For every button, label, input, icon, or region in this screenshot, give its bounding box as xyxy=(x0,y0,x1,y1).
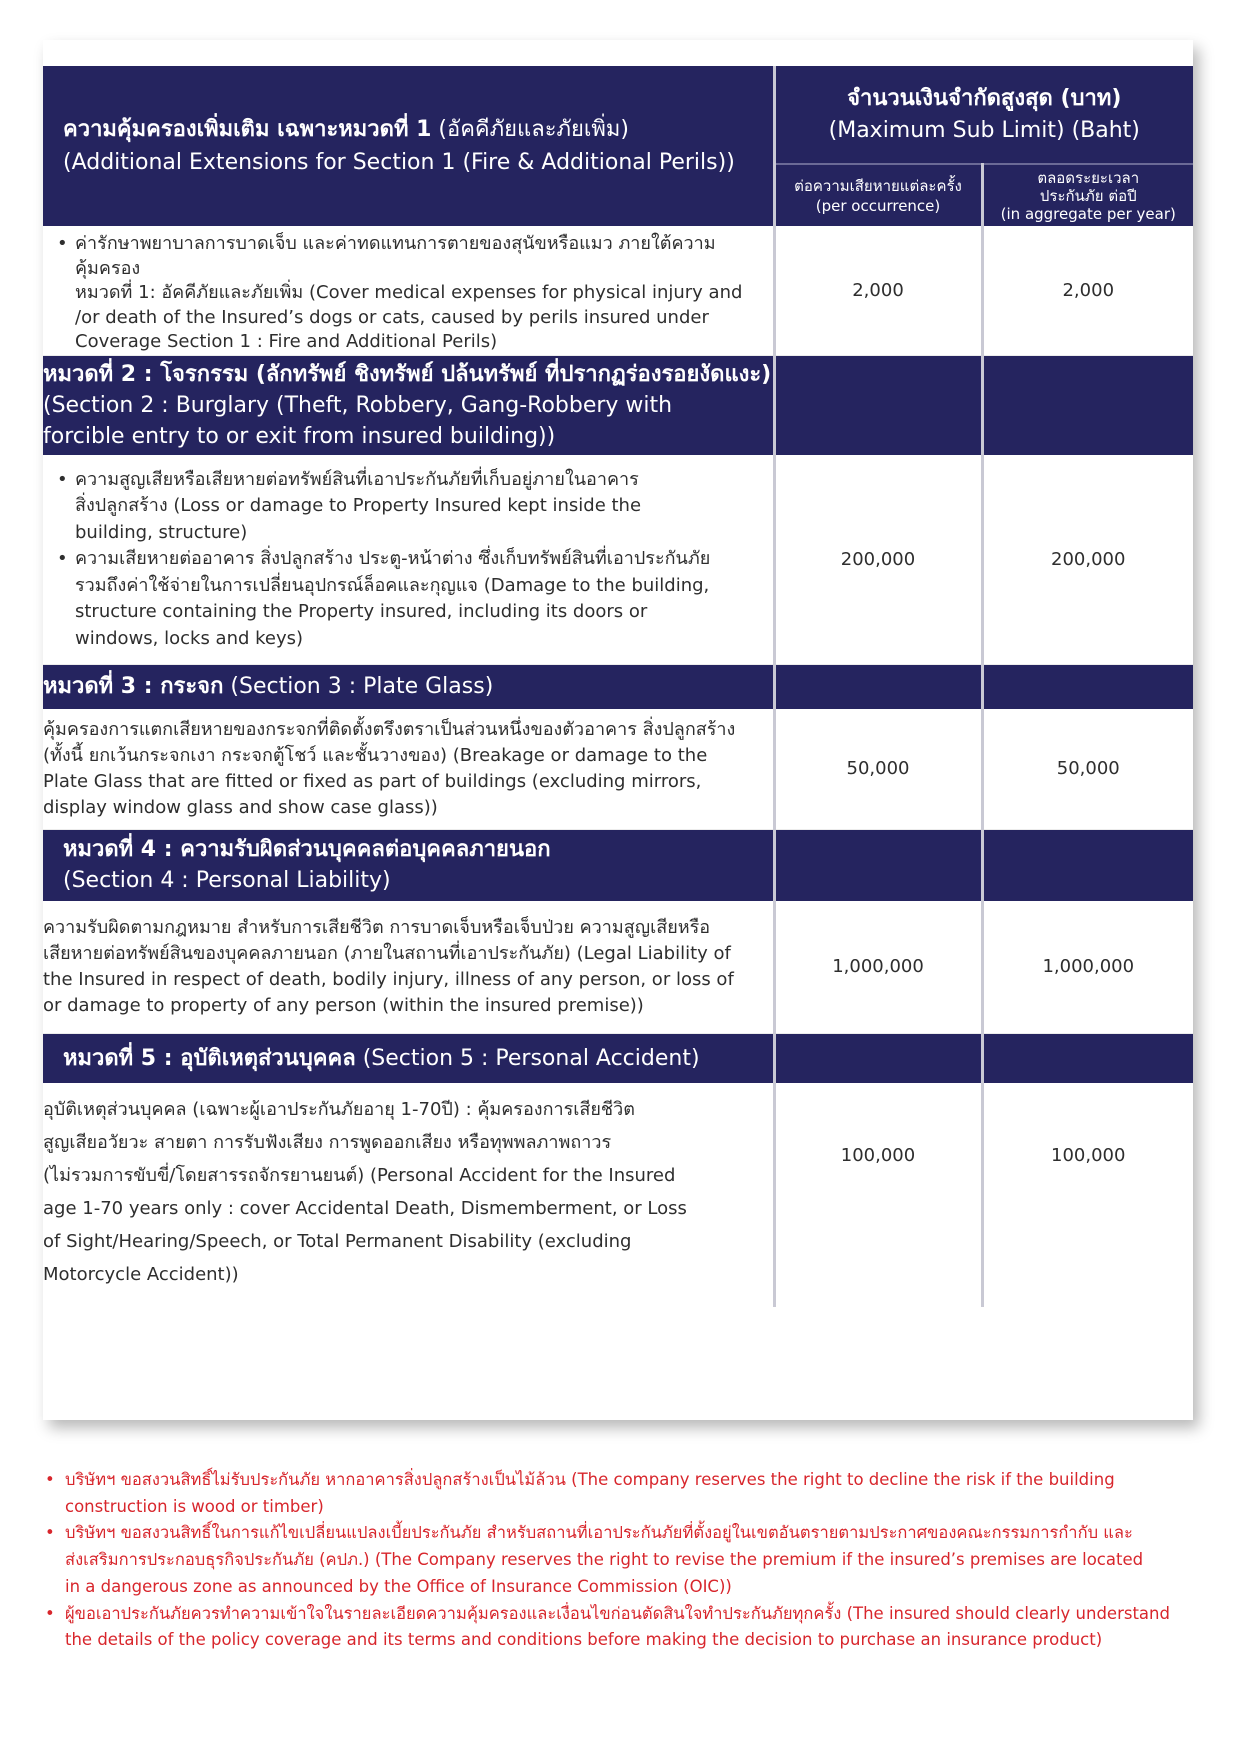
section1-aggregate: 2,000 xyxy=(982,226,1193,355)
section2-item-cell xyxy=(43,455,774,664)
section5-header-blank xyxy=(774,1033,982,1083)
section5-title-rest: (Section 5 : Personal Accident) xyxy=(355,1045,700,1071)
bullet: • xyxy=(45,1470,55,1489)
section2-item1-line: สิ่งปลูกสร้าง (Loss or damage to Property Insured kept inside the xyxy=(75,495,642,516)
section3-title-rest: (Section 3 : Plate Glass) xyxy=(223,674,494,700)
section1-line: หมวดที่ 1: อัคคีภัยและภัยเพิ่ม (Cover medical expenses for physical injury and xyxy=(75,282,743,303)
section2-header-blank xyxy=(774,355,982,455)
section5-line: อุบัติเหตุส่วนบุคคล (เฉพาะผู้เอาประกันภัยอายุ 1-70ปี) : คุ้มครองการเสียชีวิต xyxy=(43,1099,635,1120)
section3-line: (ทั้งนี้ ยกเว้นกระจกเงา กระจกตู้โชว์ และชั้นวางของ) (Breakage or damage to the xyxy=(43,744,708,766)
bullet: • xyxy=(45,1523,55,1543)
section4-title xyxy=(43,829,774,901)
section4-header-blank xyxy=(982,829,1193,901)
footnotes xyxy=(45,1467,1185,1654)
footnote-line: ผู้ขอเอาประกันภัยควรทำความเข้าใจในรายละเอียดความคุ้มครองและเงื่อนไขก่อนตัดสินใจทำประกันภัยทุกครั้ง (The insured should clearly understand xyxy=(65,1603,1170,1623)
limit-title-en: (Maximum Sub Limit) (Baht) xyxy=(828,117,1140,143)
bullet: • xyxy=(45,1603,55,1623)
section5-line: สูญเสียอวัยวะ สายตา การรับฟังเสียง การพูดออกเสียง หรือทุพพลภาพถาวร xyxy=(43,1132,612,1153)
section3-line: Plate Glass that are fitted or fixed as part of buildings (excluding mirrors, xyxy=(43,770,702,792)
section4-line: ความรับผิดตามกฎหมาย สำหรับการเสียชีวิต การบาดเจ็บหรือเจ็บป่วย ความสูญเสียหรือ xyxy=(43,916,711,938)
section2-item1-line: ความสูญเสียหรือเสียหายต่อทรัพย์สินที่เอาประกันภัยที่เก็บอยู่ภายในอาคาร xyxy=(75,468,639,490)
section1-line: Coverage Section 1 : Fire and Additional Perils) xyxy=(75,331,498,352)
section1-item-row xyxy=(43,226,1193,355)
section4-line: or damage to property of any person (within the insured premise)) xyxy=(43,994,644,1016)
footnote-line: in a dangerous zone as announced by the Office of Insurance Commission (OIC)) xyxy=(65,1576,732,1596)
section2-title-en-1: (Section 2 : Burglary (Theft, Robbery, Gang-Robbery with xyxy=(43,392,673,418)
section5-header-blank xyxy=(982,1033,1193,1083)
section2-item2-line: structure containing the Property insured, including its doors or xyxy=(75,601,648,622)
coverage-table xyxy=(43,66,1193,1307)
aggregate-header xyxy=(982,164,1193,226)
section2-item2-line: windows, locks and keys) xyxy=(75,627,304,649)
section2-title-bold: หมวดที่ 2 : โจรกรรม (ลักทรัพย์ ชิงทรัพย์ ปล้นทรัพย์ ที่ปรากฏร่องรอยงัดแงะ) xyxy=(43,361,772,387)
coverage-title-bold: ความคุ้มครองเพิ่มเติม เฉพาะหมวดที่ 1 xyxy=(63,117,432,142)
aggregate-en: (in aggregate per year) xyxy=(1000,204,1176,223)
footnote-item xyxy=(45,1601,1185,1654)
section4-line: the Insured in respect of death, bodily injury, illness of any person, or loss of xyxy=(43,968,734,990)
coverage-title-en: (Additional Extensions for Section 1 (Fire & Additional Perils)) xyxy=(63,150,735,175)
section3-title xyxy=(43,664,774,709)
section5-header-row xyxy=(43,1033,1193,1083)
footnote-line: ส่งเสริมการประกอบธุรกิจประกันภัย (คปภ.) (The Company reserves the right to revise the premium if the insured’s premises are located xyxy=(65,1550,1144,1570)
section4-aggregate: 1,000,000 xyxy=(982,901,1193,1033)
section3-header-row xyxy=(43,664,1193,709)
footnote-item xyxy=(45,1467,1185,1520)
section3-item-row xyxy=(43,709,1193,829)
limit-column-header xyxy=(774,66,1193,164)
section1-line: /or death of the Insured’s dogs or cats, caused by perils insured under xyxy=(75,306,709,328)
section2-title xyxy=(43,355,774,455)
section5-title xyxy=(43,1033,774,1083)
section3-per-occurrence: 50,000 xyxy=(774,709,982,829)
section2-item1-line: building, structure) xyxy=(75,521,248,543)
section3-line: คุ้มครองการแตกเสียหายของกระจกที่ติดตั้งตรึงตราเป็นส่วนหนึ่งของตัวอาคาร สิ่งปลูกสร้าง xyxy=(43,718,736,740)
section4-line: เสียหายต่อทรัพย์สินของบุคคลภายนอก (ภายในสถานที่เอาประกันภัย) (Legal Liability of xyxy=(43,942,731,964)
section5-title-bold: หมวดที่ 5 : อุบัติเหตุส่วนบุคคล xyxy=(63,1045,356,1071)
section1-per-occurrence: 2,000 xyxy=(774,226,982,355)
footnote-item xyxy=(45,1520,1185,1600)
section3-item-cell xyxy=(43,709,774,829)
aggregate-th-1: ตลอดระยะเวลา xyxy=(1037,168,1140,187)
section3-title-bold: หมวดที่ 3 : กระจก xyxy=(43,674,224,700)
footnote-line: บริษัทฯ ขอสงวนสิทธิ์ในการแก้ไขเปลี่ยนแปลงเบี้ยประกันภัย สำหรับสถานที่เอาประกันภัยที่ตั้งอยู่ในเขตอันตรายตามประกาศของคณะกรรมการกำกับ และ xyxy=(65,1523,1133,1543)
coverage-title-rest: (อัคคีภัยและภัยเพิ่ม) xyxy=(431,117,630,142)
section2-title-en-2: forcible entry to or exit from insured building)) xyxy=(43,423,556,449)
section4-header-row xyxy=(43,829,1193,901)
aggregate-th-2: ประกันภัย ต่อปี xyxy=(1039,186,1137,205)
section3-header-blank xyxy=(774,664,982,709)
section2-item2-line: ความเสียหายต่ออาคาร สิ่งปลูกสร้าง ประตู-หน้าต่าง ซึ่งเก็บทรัพย์สินที่เอาประกันภัย xyxy=(75,548,711,569)
section3-line: display window glass and show case glass)) xyxy=(43,796,438,818)
bullet: • xyxy=(57,233,68,254)
section2-header-blank xyxy=(982,355,1193,455)
section5-item-cell xyxy=(43,1083,774,1307)
section3-aggregate: 50,000 xyxy=(982,709,1193,829)
table-header-row xyxy=(43,66,1193,164)
section5-per-occurrence: 100,000 xyxy=(774,1083,982,1307)
coverage-column-header xyxy=(43,66,774,226)
section4-item-cell xyxy=(43,901,774,1033)
section2-aggregate: 200,000 xyxy=(982,455,1193,664)
per-occurrence-th: ต่อความเสียหายแต่ละครั้ง xyxy=(794,176,962,195)
section1-item-cell xyxy=(43,226,774,355)
footnote-line: the details of the policy coverage and its terms and conditions before making the decision to purchase an insurance product) xyxy=(65,1630,1103,1650)
section4-title-en: (Section 4 : Personal Liability) xyxy=(63,868,391,894)
section5-line: Motorcycle Accident)) xyxy=(43,1264,239,1285)
per-occurrence-en: (per occurrence) xyxy=(815,196,941,215)
per-occurrence-header xyxy=(774,164,982,226)
section4-per-occurrence: 1,000,000 xyxy=(774,901,982,1033)
section4-item-row xyxy=(43,901,1193,1033)
bullet: • xyxy=(57,468,68,490)
section3-header-blank xyxy=(982,664,1193,709)
section5-line: age 1-70 years only : cover Accidental Death, Dismemberment, or Loss xyxy=(43,1198,687,1219)
section2-per-occurrence: 200,000 xyxy=(774,455,982,664)
section2-item2-line: รวมถึงค่าใช้จ่ายในการเปลี่ยนอุปกรณ์ล็อคและกุญแจ (Damage to the building, xyxy=(75,574,710,596)
section5-aggregate: 100,000 xyxy=(982,1083,1193,1307)
section5-item-row xyxy=(43,1083,1193,1307)
section1-line: ค่ารักษาพยาบาลการบาดเจ็บ และค่าทดแทนการตายของสุนัขหรือแมว ภายใต้ความคุ้มครอง xyxy=(75,233,716,279)
section4-title-bold: หมวดที่ 4 : ความรับผิดส่วนบุคคลต่อบุคคลภายนอก xyxy=(63,837,551,863)
section5-line: of Sight/Hearing/Speech, or Total Permanent Disability (excluding xyxy=(43,1231,632,1252)
section5-line: (ไม่รวมการขับขี่/โดยสารรถจักรยานยนต์) (Personal Accident for the Insured xyxy=(43,1165,676,1186)
section4-header-blank xyxy=(774,829,982,901)
bullet: • xyxy=(57,548,68,569)
section2-item-row xyxy=(43,455,1193,664)
section2-header-row xyxy=(43,355,1193,455)
limit-title-th: จำนวนเงินจำกัดสูงสุด (บาท) xyxy=(847,85,1122,111)
footnote-line: construction is wood or timber) xyxy=(65,1496,324,1516)
footnote-line: บริษัทฯ ขอสงวนสิทธิ์ไม่รับประกันภัย หากอาคารสิ่งปลูกสร้างเป็นไม้ล้วน (The company reserves the right to decline the risk if the building xyxy=(65,1470,1115,1489)
